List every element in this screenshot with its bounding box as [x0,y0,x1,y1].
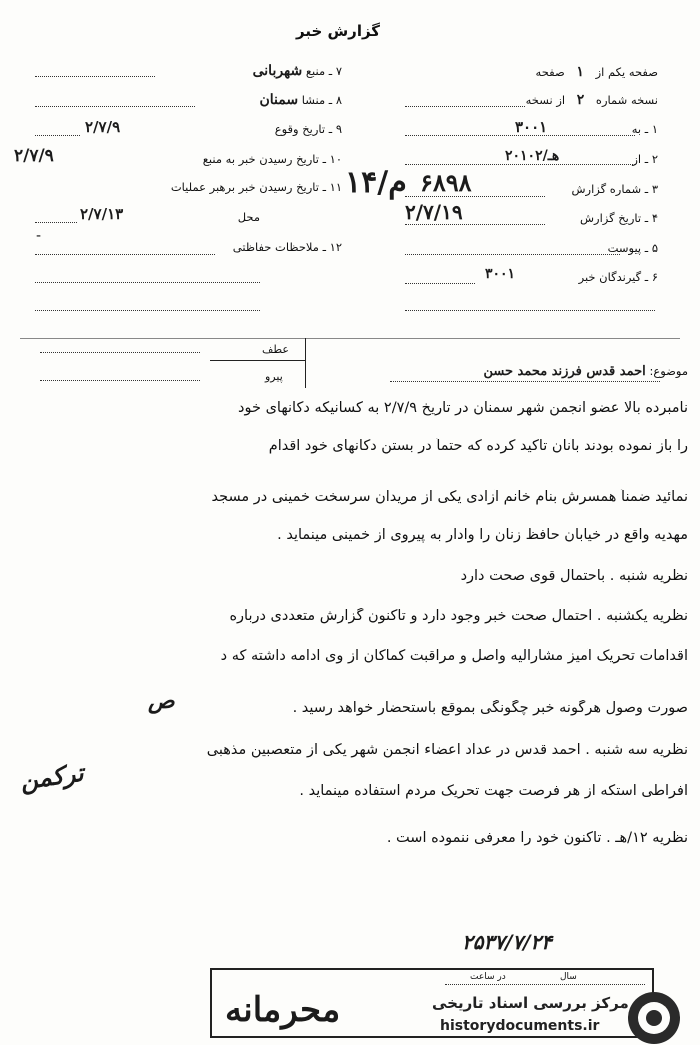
subject: موضوع: احمد قدس فرزند محمد حسن [483,364,688,379]
right-field-5: ۳ ـ شماره گزارش [571,182,658,196]
page-title: گزارش خبر [296,22,381,40]
right-field-2: نسخه شماره ۲ از نسخه [525,92,658,108]
left-field-7: ۷ ـ منبع شهربانی [252,63,342,79]
body-line: را باز نموده بودند بآنان تاکید کرده که حتماً در بستن دکانهای خود اقدام [268,438,688,454]
left-field-location-value: ۲/۷/۱۳ [80,205,124,223]
body-line: مهدیه واقع در خیابان حافظ زنان را وادار به پیروی از خمینی مینماید . [277,527,688,543]
right-field-8-value: ۳۰۰۱ [485,266,516,282]
watermark-text-fa: مرکز بررسی اسناد تاریخی [432,994,629,1012]
left-field-9: ۹ ـ تاریخ وقوع [274,122,342,136]
body-line: نامبرده بالا عضو انجمن شهر سمنان در تاریخ ۲/۷/۹ به کسانیکه دکانهای خود [238,400,688,416]
right-field-3-value: ۳۰۰۱ [515,118,548,136]
handwritten-mark-1: ص [148,688,175,714]
right-field-8: ۶ ـ گیرندگان خبر [578,270,658,284]
right-field-4: ۲ ـ از [632,152,658,166]
left-field-12-value: - [36,228,42,244]
handwritten-mark-2: ترکمن [18,757,86,796]
right-field-3: ۱ ـ به [631,122,658,136]
body-line: اقدامات تحریک آمیز مشارالیه واصل و مراقبت کماکان از وی ادامه داشته که د [220,648,688,664]
right-field-7: ۵ ـ پیوست [607,241,658,255]
left-field-10: ۱۰ ـ تاریخ رسیدن خبر به منبع [202,152,342,166]
body-line: نظریه سه شنبه . احمد قدس در عداد اعضاء انجمن شهر یکی از متعصبین مذهبی [206,742,688,758]
left-field-9-value: ۲/۷/۹ [85,118,121,136]
body-line: افراطی استکه از هر فرصت جهت تحریک مردم استفاده مینماید . [299,783,688,799]
left-field-location: محل [237,210,260,224]
body-line: صورت وصول هرگونه خبر چگونگی بموقع باستحضار خواهد رسید . [292,700,688,716]
right-field-6-value: ۲/۷/۱۹ [405,200,463,224]
body-line: نظریه یکشنبه . احتمال صحت خبر وجود دارد و تاکنون گزارش متعددی درباره [229,608,688,624]
right-field-1: صفحه یکم از ۱ صفحه [535,64,658,80]
handwritten-number: ۱۴/م [345,165,407,200]
stamp-label-2: سال [560,972,577,982]
left-field-8: ۸ ـ منشا سمنان [259,92,342,108]
ref-peyro: پیرو [265,370,283,383]
left-field-11: ۱۱ ـ تاریخ رسیدن خبر برهبر عملیات [170,180,342,194]
left-field-12: ۱۲ ـ ملاحظات حفاظتی [232,240,342,254]
right-field-4-value: ۲۰۱۰۲/هـ [505,148,560,164]
left-field-10-value: ۲/۷/۹ [14,146,54,166]
stamp-label-1: در ساعت [470,972,506,982]
body-line: نظریه شنبه . باحتمال قوی صحت دارد [460,568,688,584]
body-line: نمائید ضمناً همسرش بنام خانم آزادی یکی از مریدان سرسخت خمینی در مسجد [211,489,688,505]
ref-atf: عطف [262,343,289,356]
footer-date: ۲۵۳۷/۷/۲۴ [462,930,552,954]
right-field-5-value: ۶۸۹۸ [420,168,472,197]
stamp-text: محرمانه [225,990,341,1030]
right-field-6: ۴ ـ تاریخ گزارش [579,211,658,225]
watermark-text-en: historydocuments.ir [440,1018,600,1034]
body-line: نظریه ۱۲/هـ . تاکنون خود را معرفی ننموده است . [386,830,688,846]
